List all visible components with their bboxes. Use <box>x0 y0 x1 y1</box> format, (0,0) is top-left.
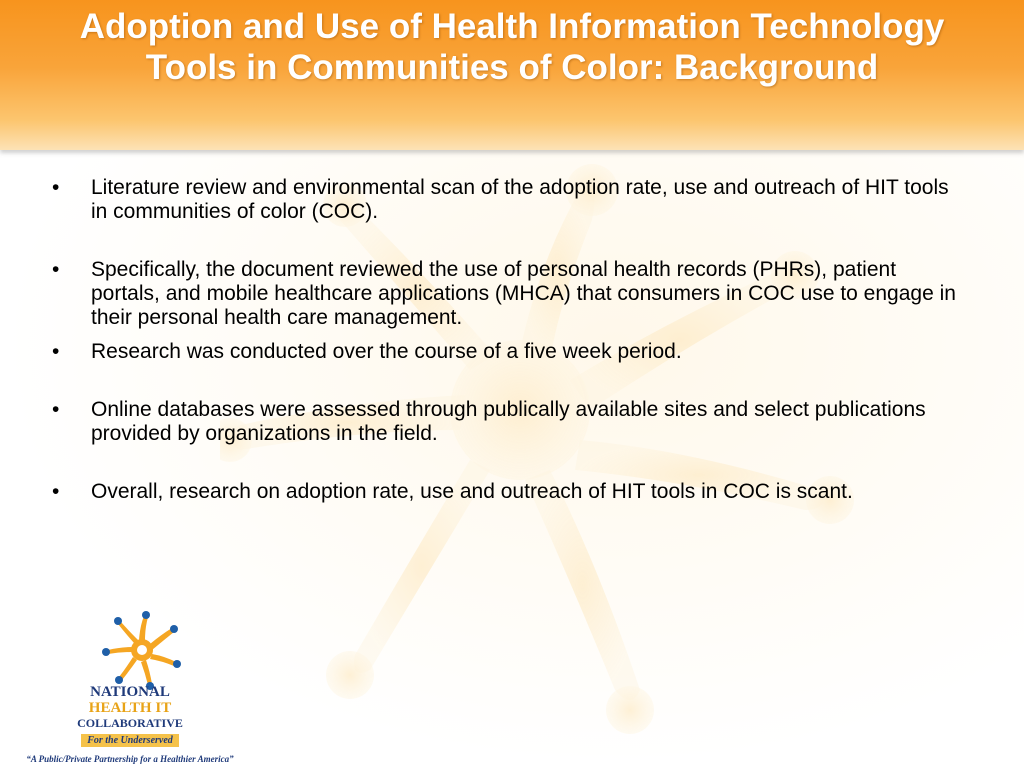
bullet-item <box>52 480 957 504</box>
logo-wordmark <box>14 684 246 765</box>
bullet-marker: • <box>52 340 60 363</box>
bullet-text: Specifically, the document reviewed the use of personal health records (PHRs), patient portals, and mobile healthcare applications (MHCA) that consumers in COC use to engage in their personal health care management. <box>91 258 956 329</box>
title-banner <box>0 0 1024 150</box>
bullet-list <box>52 176 957 538</box>
slide-title: Adoption and Use of Health Information Technology Tools in Communities of Color: Background <box>79 7 945 87</box>
bullet-marker: • <box>52 480 60 503</box>
bullet-marker: • <box>52 258 60 281</box>
logo-line-underserved: For the Underserved <box>81 734 179 747</box>
logo-line-collaborative: COLLABORATIVE <box>77 716 183 730</box>
bullet-item <box>52 258 957 330</box>
bullet-text: Overall, research on adoption rate, use and outreach of HIT tools in COC is scant. <box>91 480 853 503</box>
bullet-marker: • <box>52 176 60 199</box>
bullet-item <box>52 340 957 364</box>
bullet-text: Research was conducted over the course of a five week period. <box>91 340 682 363</box>
bullet-marker: • <box>52 398 60 421</box>
bullet-text: Online databases were assessed through publically available sites and select publications provided by organizations in the field. <box>91 398 926 445</box>
organization-logo <box>14 610 246 764</box>
bullet-item <box>52 176 957 224</box>
bullet-item <box>52 398 957 446</box>
logo-line-national: NATIONAL <box>90 684 170 700</box>
logo-tagline: “A Public/Private Partnership for a Healthier America” <box>26 754 234 764</box>
logo-line-health-it: HEALTH IT <box>88 700 172 716</box>
sun-figures-icon <box>102 610 182 690</box>
bullet-text: Literature review and environmental scan of the adoption rate, use and outreach of HIT tools in communities of color (COC). <box>91 176 949 223</box>
